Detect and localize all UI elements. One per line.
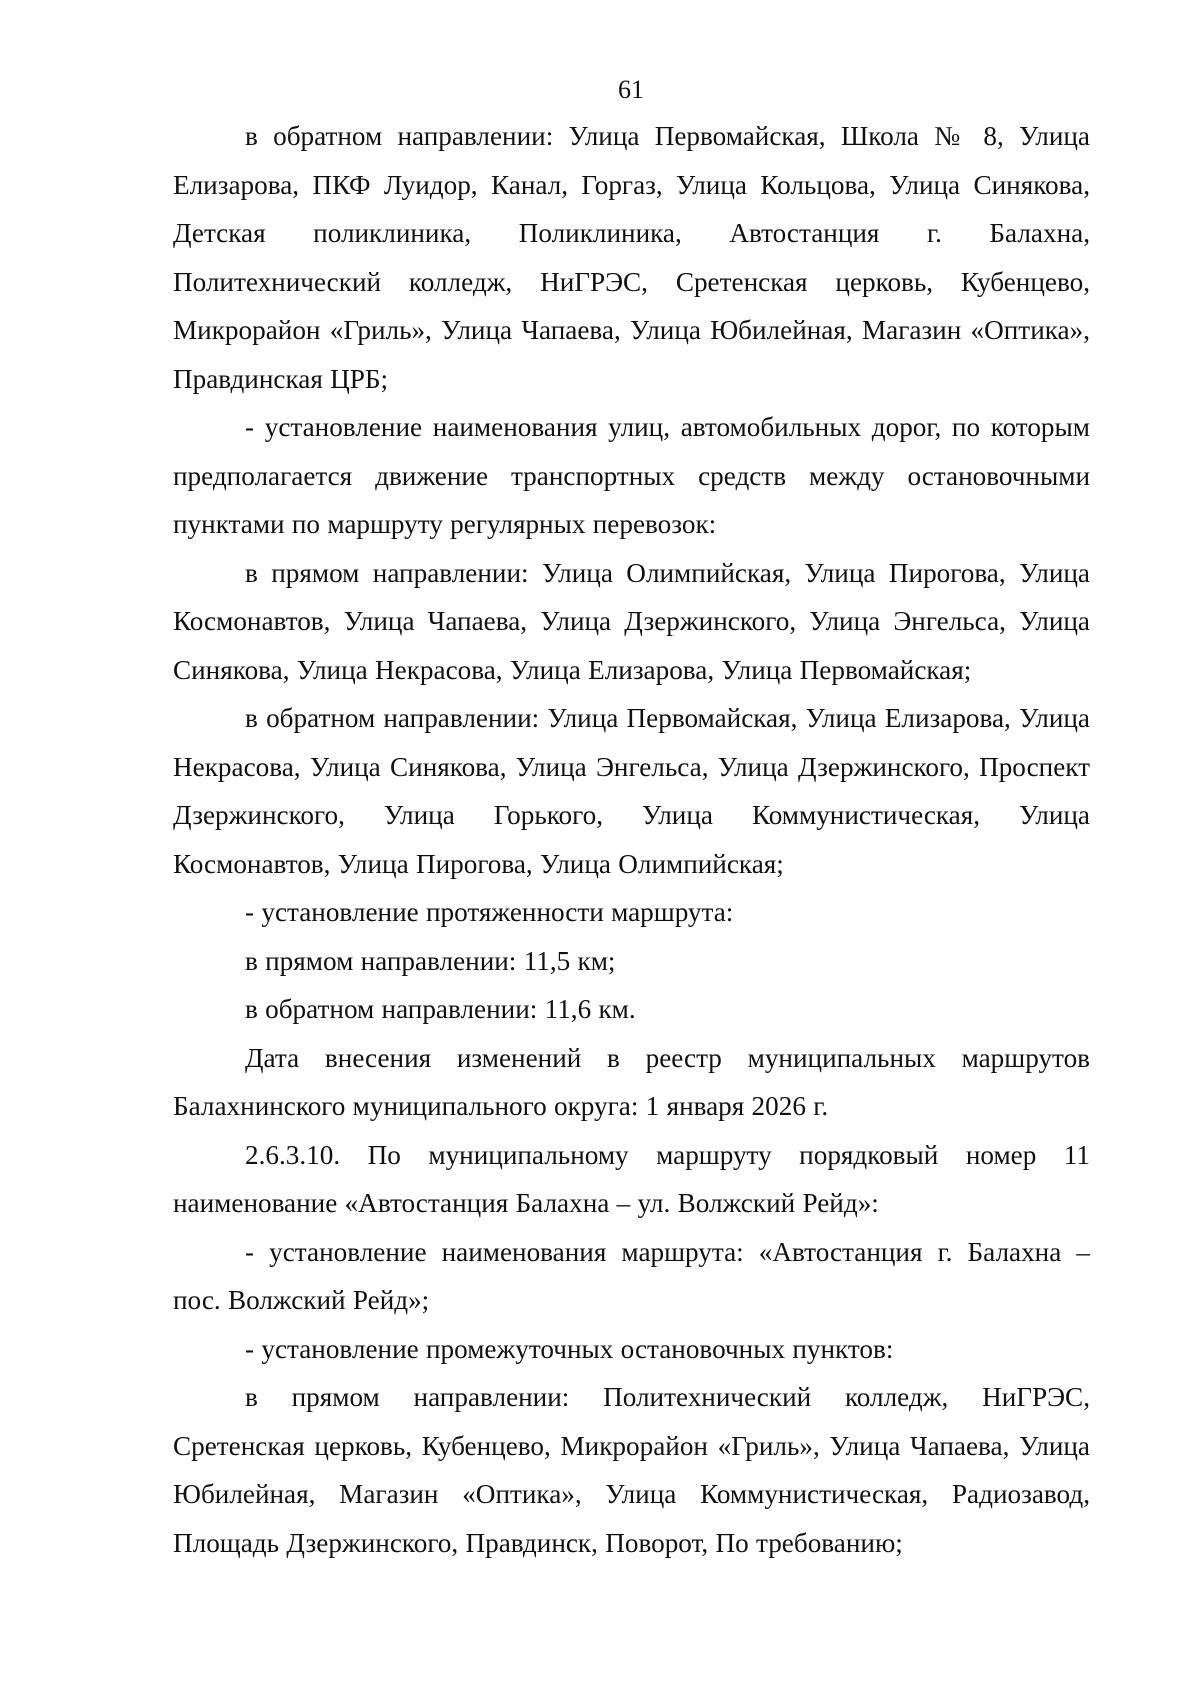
paragraph-street-names-heading: - установление наименования улиц, автомобильных дорог, по которым предполагается движение транспортных средств между остановочными пунктами по маршруту регулярных перевозок: [173, 412, 1090, 539]
paragraph-intermediate-stops-heading: - установление промежуточных остановочных пунктов: [245, 1333, 894, 1364]
paragraph-forward-direction-streets: в прямом направлении: Улица Олимпийская, Улица Пирогова, Улица Космонавтов, Улица Чапаева, Улица Дзержинского, Улица Энгельса, Улица Синякова, Улица Некрасова, Улица Елизарова, Улица Первомайская; [173, 557, 1090, 685]
document-body [173, 112, 1090, 1567]
page-number: 61 [618, 75, 644, 104]
paragraph-forward-direction-stops: в прямом направлении: Политехнический колледж, НиГРЭС, Сретенская церковь, Кубенцево, Микрорайон «Гриль», Улица Чапаева, Улица Юбилейная, Магазин «Оптика», Улица Коммунистическая, Радиозавод, Площадь Дзержинского, Правдинск, Поворот, По требованию; [173, 1382, 1090, 1558]
paragraph-route-name: - установление наименования маршрута: «Автостанция г. Балахна – пос. Волжский Рейд»; [173, 1236, 1090, 1315]
paragraph-registry-date: Дата внесения изменений в реестр муниципальных маршрутов Балахнинского муниципального округа: 1 января 2026 г. [173, 1042, 1090, 1121]
paragraph-reverse-length: в обратном направлении: 11,6 км. [245, 994, 636, 1024]
paragraph-reverse-direction-stops: в обратном направлении: Улица Первомайская, Школа № 8, Улица Елизарова, ПКФ Луидор, Канал, Горгаз, Улица Кольцова, Улица Синякова, Детская поликлиника, Поликлиника, Автостанция г. Балахна, Политехнический колледж, НиГРЭС, Сретенская церковь, Кубенцево, Микрорайон «Гриль», Улица Чапаева, Улица Юбилейная, Магазин «Оптика», Правдинская ЦРБ; [173, 121, 1090, 394]
paragraph-reverse-direction-streets: в обратном направлении: Улица Первомайская, Улица Елизарова, Улица Некрасова, Улица Синякова, Улица Энгельса, Улица Дзержинского, Проспект Дзержинского, Улица Горького, Улица Коммунистическая, Улица Космонавтов, Улица Пирогова, Улица Олимпийская; [173, 703, 1090, 879]
paragraph-route-length-heading: - установление протяженности маршрута: [245, 897, 734, 927]
paragraph-forward-length: в прямом направлении: 11,5 км; [245, 945, 616, 976]
paragraph-route-11-section: 2.6.3.10. По муниципальному маршруту порядковый номер 11 наименование «Автостанция Балахна – ул. Волжский Рейд»: [173, 1139, 1090, 1218]
